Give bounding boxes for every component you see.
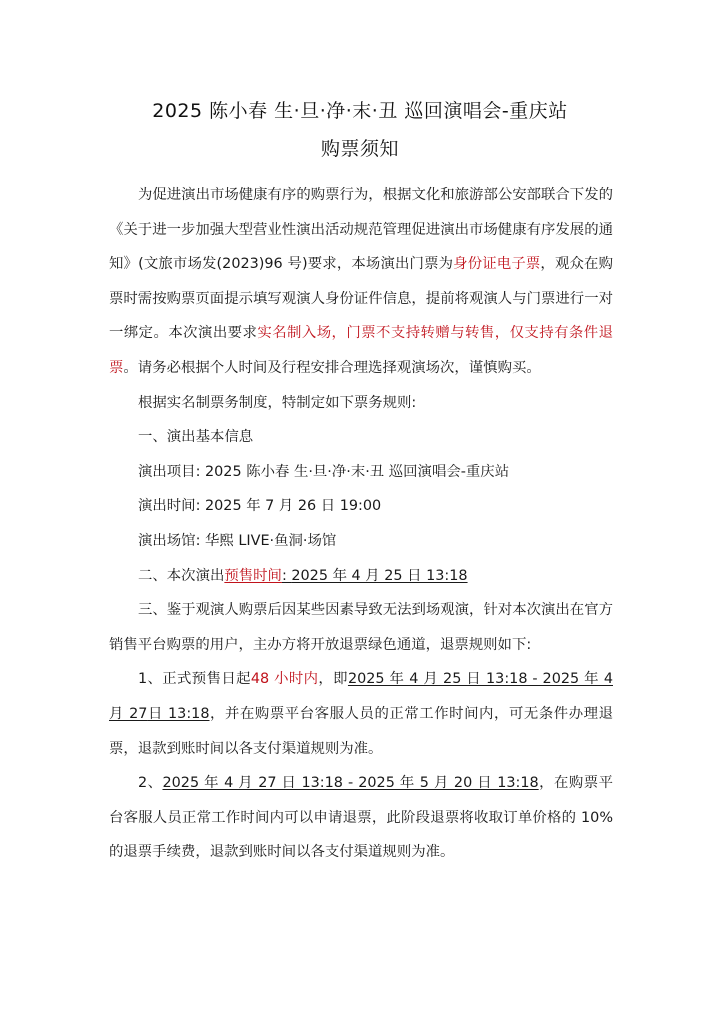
document-title: 2025 陈小春 生·旦·净·末·丑 巡回演唱会-重庆站 <box>152 100 568 122</box>
presale-date: 2025 年 4 月 25 日 13:18 <box>291 567 468 584</box>
presale-colon: : <box>281 567 292 584</box>
section2-paragraph <box>109 559 613 594</box>
rule2-prefix: 2、 <box>138 775 163 792</box>
rule2-suffix: ，在购票平台客服人员正常工作时间内可以申请退票，此阶段退票将收取订单价格的 10%的退票手续费，退款到账时间以各支付渠道规则为准。 <box>109 775 613 861</box>
info-project-value: 2025 陈小春 生·旦·净·末·丑 巡回演唱会-重庆站 <box>205 463 510 480</box>
rule1-suffix: ，并在购票平台客服人员的正常工作时间内，可无条件办理退票，退款到账时间以各支付渠道规则为准。 <box>109 705 613 757</box>
intro-text-a: 为促进演出市场健康有序的购票行为，根据文化和旅游部公安部联合下发的《关于进一步加强大型营业性演出活动规范管理促进演出市场健康有序发展的通知》(文旅市场发(2023)96 号)要求，本场演出门票为 <box>109 187 613 273</box>
rule1-window: 48 小时内 <box>250 671 319 688</box>
rules-intro-paragraph: 根据实名制票务制度，特制定如下票务规则: <box>138 394 417 411</box>
intro-entry-policy: 实名制入场，门票不支持转赠与转售，仅支持有条件退票 <box>109 325 613 376</box>
intro-paragraph <box>109 178 613 386</box>
presale-label: 预售时间 <box>224 567 282 584</box>
intro-ticket-type: 身份证电子票 <box>453 256 541 273</box>
rule1-date-range: 2025 年 4 月 25 日 13:18 - 2025 年 4 月 27 <box>109 671 613 722</box>
section3-paragraph: 三、鉴于观演人购票后因某些因素导致无法到场观演，针对本次演出在官方销售平台购票的用户，主办方将开放退票绿色通道，退票规则如下: <box>109 602 613 653</box>
intro-text-e: 。请务必根据个人时间及行程安排合理选择观演场次，谨慎购买。 <box>123 359 541 376</box>
rule2-date-range: 2025 年 4 月 27 日 13:18 - 2025 年 5 月 20 日 13:18 <box>162 775 539 792</box>
document-subtitle: 购票须知 <box>320 138 399 160</box>
info-venue-label: 演出场馆: <box>138 532 205 549</box>
info-project-label: 演出项目: <box>138 463 205 480</box>
rule2-paragraph <box>109 766 613 870</box>
rule1-paragraph <box>109 662 613 766</box>
info-time <box>109 489 613 524</box>
rule1-date-range-end: 日 13:18 <box>147 705 210 722</box>
document-body <box>109 178 613 870</box>
intro-text-c: ，观众在购票时需按购票页面提示填写观演人身份证件信息，提前将观演人与门票进行一对一绑定。本次演出要求 <box>109 256 613 342</box>
info-venue-value: 华熙 LIVE·鱼洞·场馆 <box>205 532 337 549</box>
rule1-prefix: 1、正式预售日起 <box>138 671 251 688</box>
info-venue <box>109 524 613 559</box>
info-time-label: 演出时间: <box>138 498 205 515</box>
section2-prefix: 二、本次演出 <box>138 567 225 584</box>
rule1-mid: ，即 <box>318 671 348 688</box>
section1-heading: 一、演出基本信息 <box>138 429 254 446</box>
info-time-value: 2025 年 7 月 26 日 19:00 <box>205 498 382 515</box>
info-project <box>109 455 613 490</box>
